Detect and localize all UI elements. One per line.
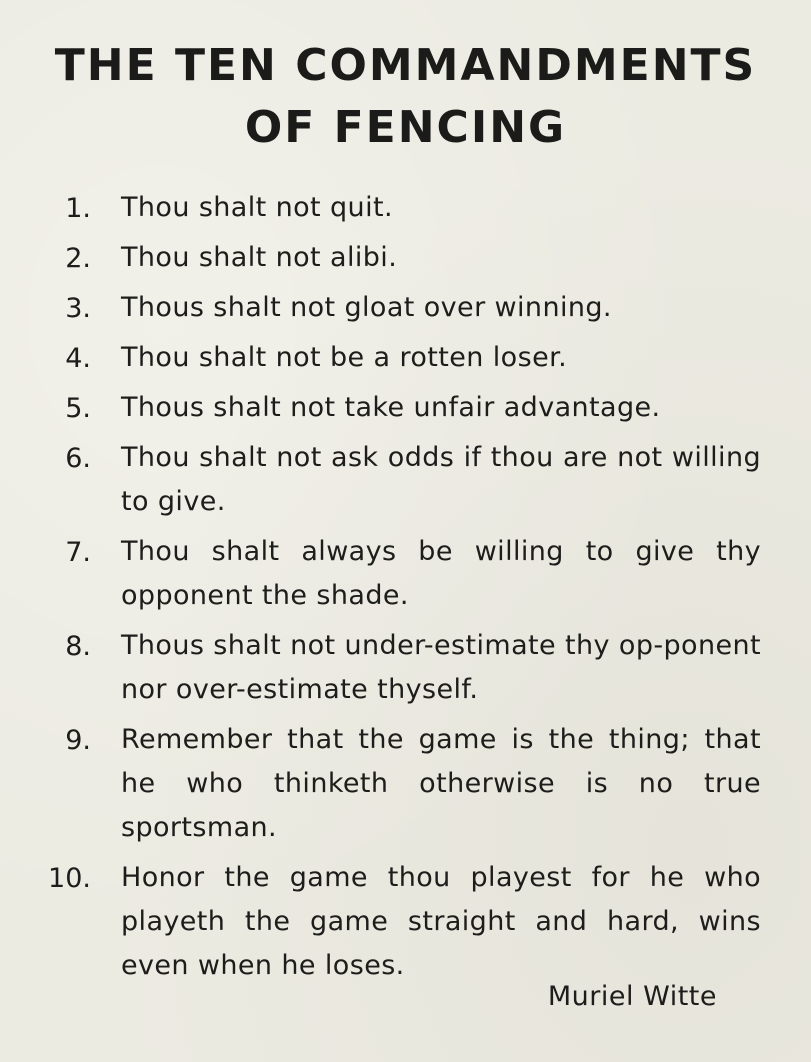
item-number: 7. <box>65 537 91 568</box>
author-signature: Muriel Witte <box>547 981 717 1012</box>
item-text: Thou shalt not be a rotten loser. <box>121 342 568 373</box>
item-number: 8. <box>65 631 91 662</box>
list-item <box>0 856 811 988</box>
title-line-1: THE TEN COMMANDMENTS <box>54 40 757 91</box>
list-item <box>0 624 811 712</box>
commandments-list <box>0 186 811 988</box>
list-item <box>0 386 811 430</box>
item-text: Thou shalt always be willing to give thy opponent the shade. <box>121 536 761 611</box>
item-number: 9. <box>65 725 91 756</box>
item-number: 5. <box>65 393 91 424</box>
item-text: Thou shalt not alibi. <box>121 242 398 273</box>
item-number: 3. <box>65 293 91 324</box>
item-text: Thou shalt not quit. <box>121 192 393 223</box>
item-number: 2. <box>65 243 91 274</box>
item-number: 10. <box>48 863 91 894</box>
item-text: Thous shalt not take unfair advantage. <box>121 392 661 423</box>
title-line-2: OF FENCING <box>244 102 567 153</box>
list-item <box>0 718 811 850</box>
list-item <box>0 336 811 380</box>
item-number: 1. <box>65 193 91 224</box>
list-item <box>0 236 811 280</box>
list-item <box>0 530 811 618</box>
item-text: Remember that the game is the thing; that he who thinketh otherwise is no true sportsman. <box>121 724 761 843</box>
item-text: Honor the game thou playest for he who playeth the game straight and hard, wins even when he loses. <box>121 862 761 981</box>
list-item <box>0 436 811 524</box>
item-text: Thous shalt not gloat over winning. <box>121 292 612 323</box>
item-number: 4. <box>65 343 91 374</box>
list-item <box>0 186 811 230</box>
item-text: Thou shalt not ask odds if thou are not willing to give. <box>121 442 761 517</box>
item-number: 6. <box>65 443 91 474</box>
item-text: Thous shalt not under-estimate thy op-ponent nor over-estimate thyself. <box>121 630 761 705</box>
list-item <box>0 286 811 330</box>
